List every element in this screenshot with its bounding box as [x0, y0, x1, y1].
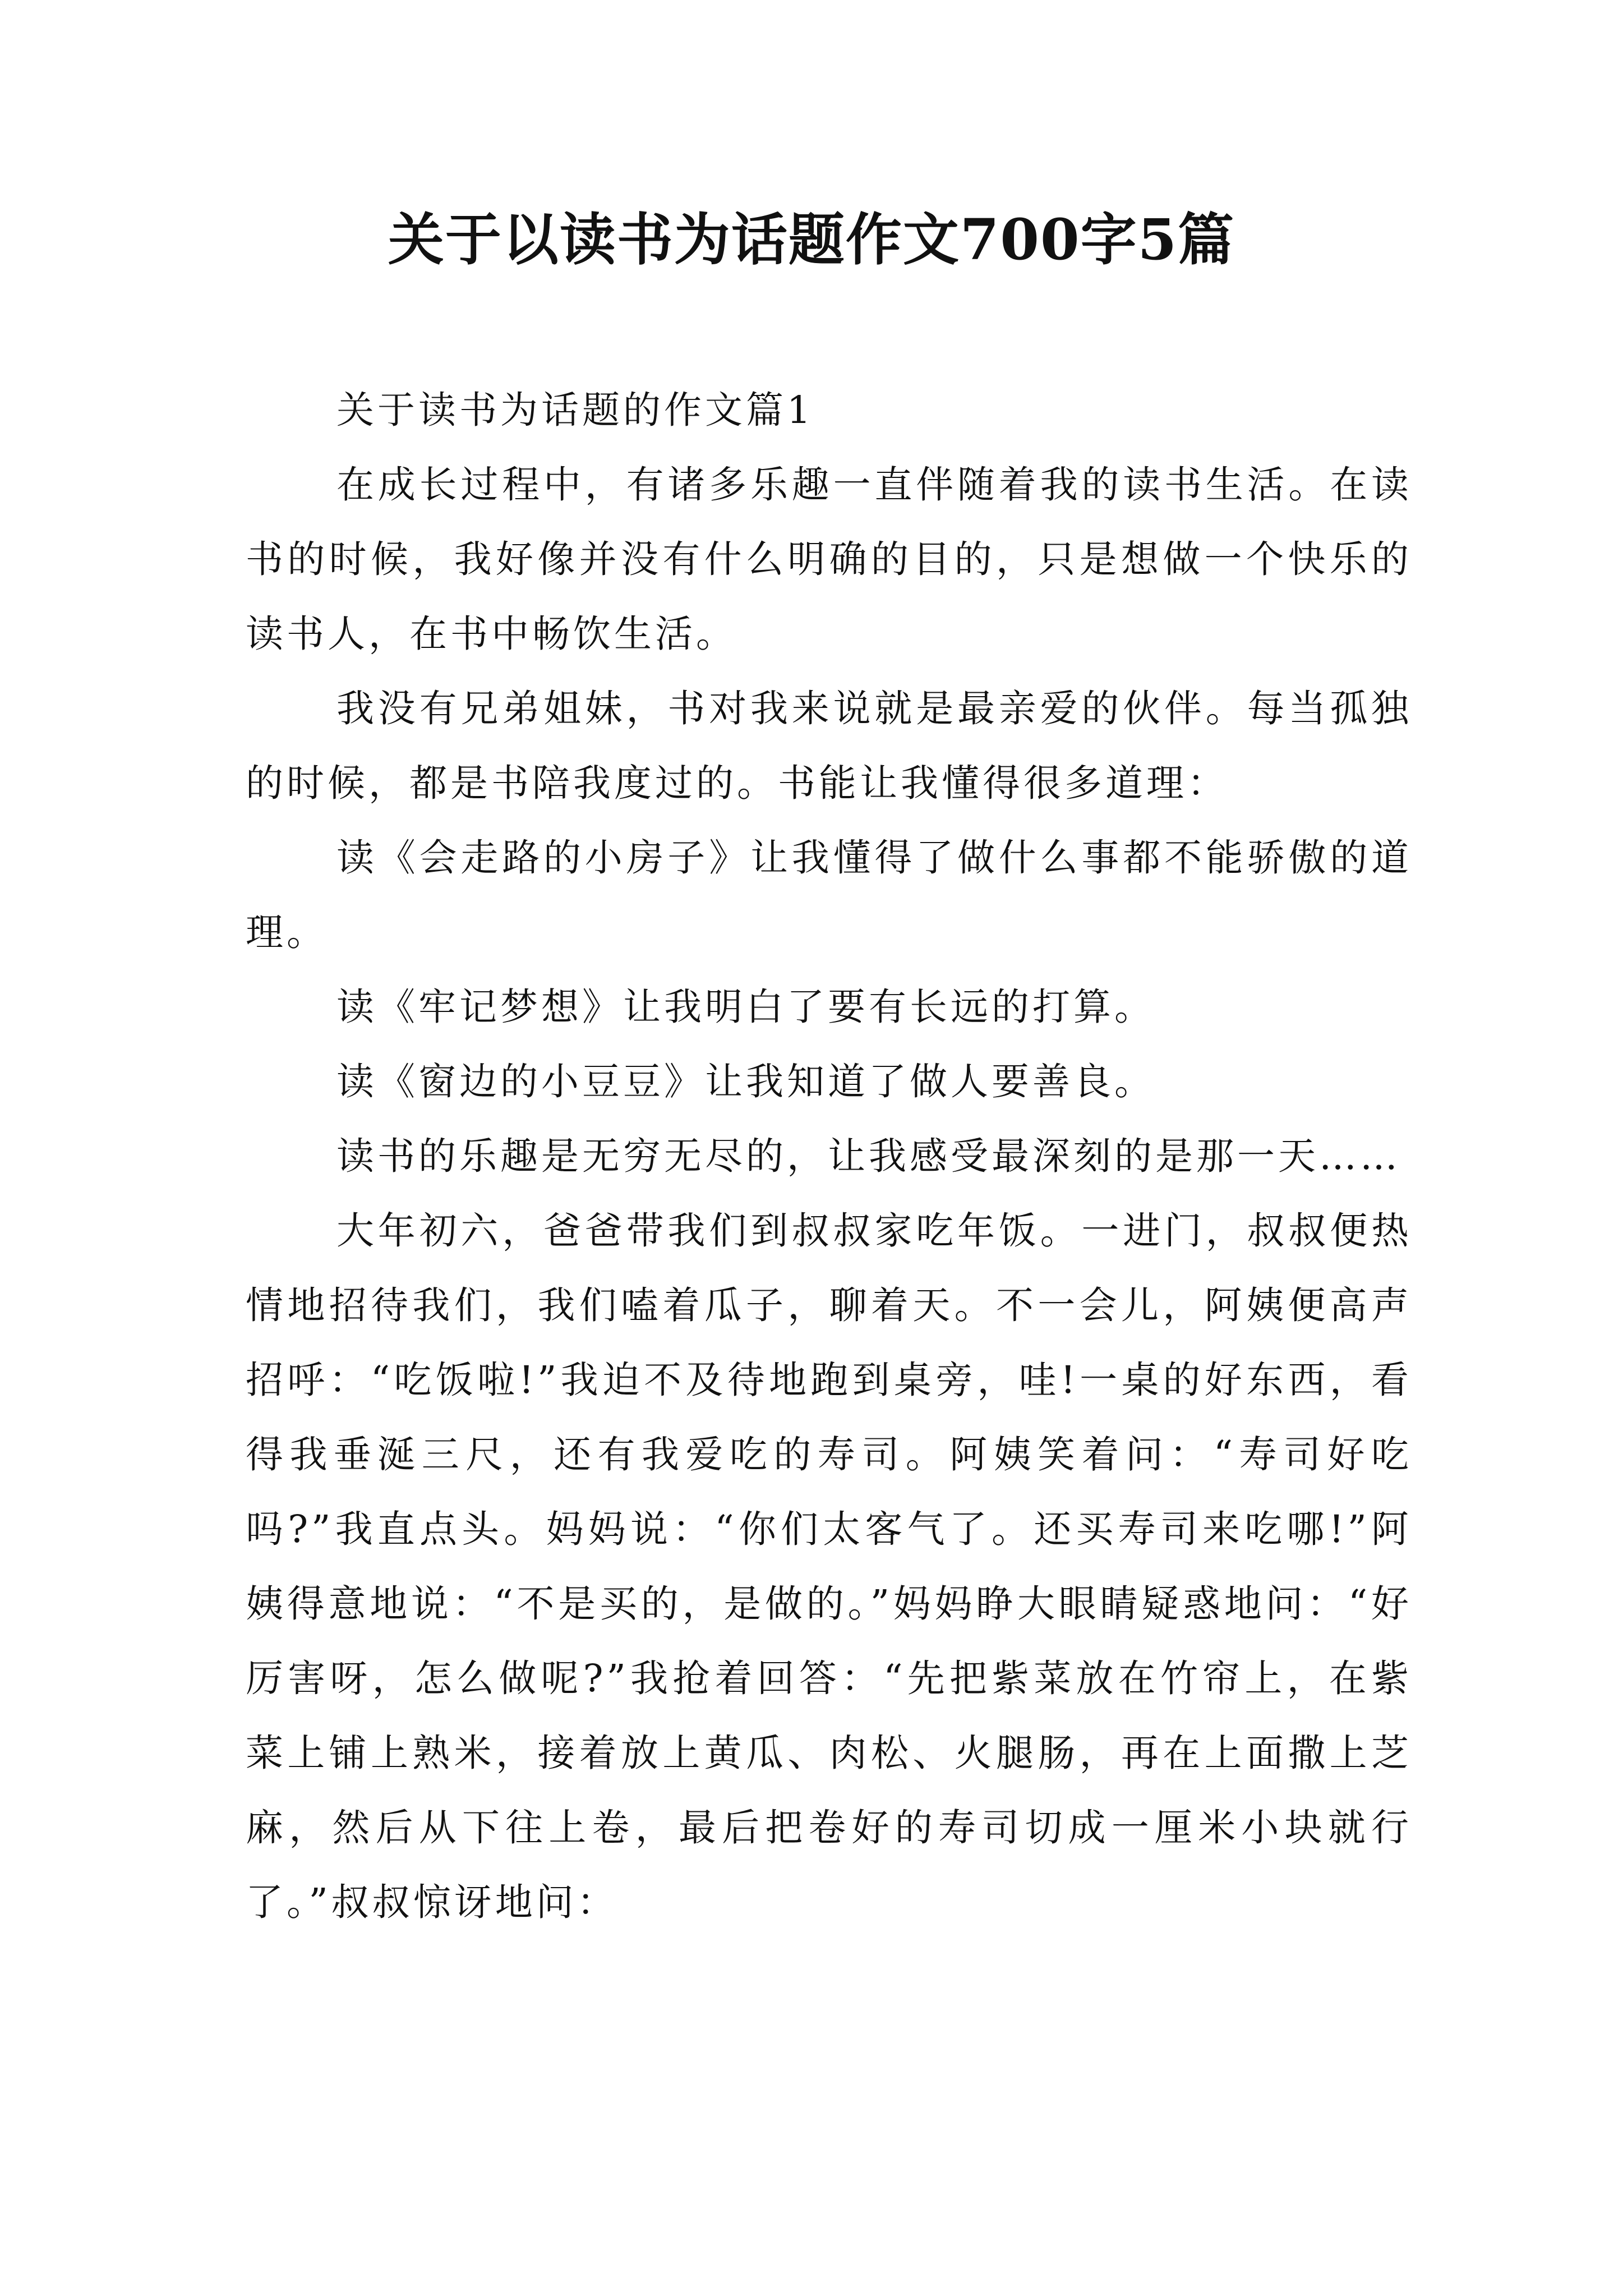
section-heading: 关于读书为话题的作文篇1 — [336, 388, 814, 432]
paragraph: 读《牢记梦想》让我明白了要有长远的打算。 — [336, 985, 1155, 1029]
paragraph: 大年初六，爸爸带我们到叔叔家吃年饭。一进门，叔叔便热情地招待我们，我们嗑着瓜子，聊着天。不一会儿，阿姨便高声招呼：“吃饭啦!”我迫不及待地跑到桌旁，哇!一桌的好东西，看得我垂涎三尺，还有我爱吃的寿司。阿姨笑着问：“寿司好吃吗?”我直点头。妈妈说：“你们太客气了。还买寿司来吃哪!”阿姨得意地说：“不是买的，是做的。”妈妈睁大眼睛疑惑地问：“好厉害呀，怎么做呢?”我抢着回答：“先把紫菜放在竹帘上，在紫菜上铺上熟米，接着放上黄瓜、肉松、火腿肠，再在上面撒上芝麻，然后从下往上卷，最后把卷好的寿司切成一厘米小块就行了。”叔叔惊讶地问： — [246, 1209, 1412, 1924]
paragraph: 读书的乐趣是无穷无尽的，让我感受最深刻的是那一天…… — [336, 1134, 1401, 1178]
document-title: 关于以读书为话题作文700字5篇 — [388, 206, 1235, 273]
paragraph: 在成长过程中，有诸多乐趣一直伴随着我的读书生活。在读书的时候，我好像并没有什么明确的目的，只是想做一个快乐的读书人，在书中畅饮生活。 — [246, 463, 1412, 656]
paragraph: 读《窗边的小豆豆》让我知道了做人要善良。 — [336, 1060, 1155, 1103]
paragraph: 我没有兄弟姐妹，书对我来说就是最亲爱的伙伴。每当孤独的时候，都是书陪我度过的。书能让我懂得很多道理： — [246, 687, 1412, 805]
paragraph: 读《会走路的小房子》让我懂得了做什么事都不能骄傲的道理。 — [246, 836, 1412, 954]
document-body — [246, 373, 1412, 1940]
